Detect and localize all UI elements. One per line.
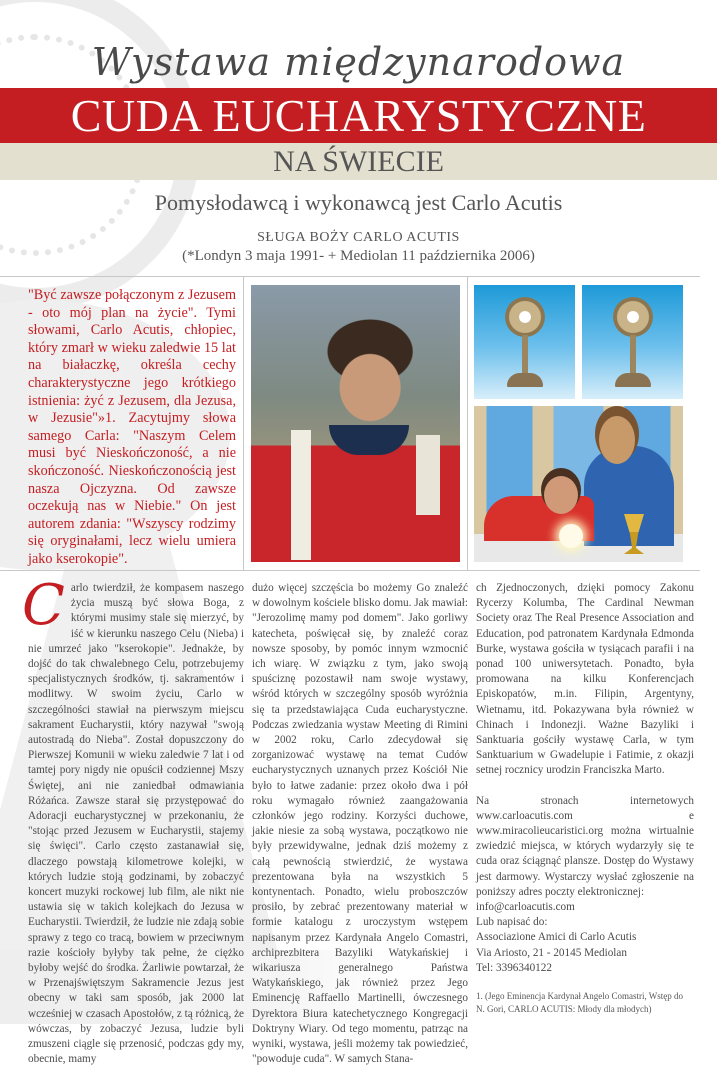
painting-image [474,406,683,562]
article-column-2 [252,581,468,1068]
jesus-head [599,416,635,464]
subtitle-band [0,143,717,180]
backpack-strap-right [416,435,440,515]
drop-cap: C [22,573,65,638]
article-text: Na stronach internetowych www.carloacutis.com e www.miracolieucaristici.org można wirtualnie zwiedzić miejsca, w których wydarzyły się te cuda oraz ściągnąć plansze. Dostęp do Wystawy jest darmowy. Wystarczy wysłać zgłoszenie na poniższy adres poczty elektronicznej: [476,794,694,898]
portrait-photo [251,285,460,562]
title-band [0,88,717,143]
divider-vertical-right [467,276,468,570]
eucharist-host-icon [559,524,583,548]
divider-vertical-left [243,276,244,570]
monstrance-photo-2 [582,285,683,399]
contact-address: Via Ariosto, 21 - 20145 Mediolan [476,946,627,959]
contact-phone: Tel: 3396340122 [476,961,552,974]
servant-line: SŁUGA BOŻY CARLO ACUTIS [257,230,460,245]
intro-quote: "Być zawsze połączonym z Jezusem - oto mój plan na życie". Tymi słowami, Carlo Acutis, chłopiec, który zmarł w wieku zaledwie 15 lat na białaczkę, określa cechy charakterystyczne jego krótkiego istnienia: żyć z Jezusem, dla Jezusa, w Jezusie"»1. Zacytujmy słowa samego Carla: "Naszym Celem musi być Nieskończoność, a nie skończoność. Nieskończonością jest nasza Ojczyzna. Od zawsze oczekują nas w Niebie." On jest autorem zdania: "Wszyscy rodzimy się oryginałami, lecz wielu umiera jako kserokopie". [28,287,236,567]
footnote: 1. (Jego Eminencja Kardynał Angelo Comastri, Wstęp do N. Gori, CARLO ACUTIS: Młody dla młodych) [476,991,684,1015]
monstrance-photo-1 [474,285,575,399]
boy-head [544,476,578,514]
article-text: ch Zjednoczonych, dzięki pomocy Zakonu Rycerzy Kolumba, The Cardinal Newman Society oraz The Real Presence Association and Education, pod patronatem Kardynała Edmonda Burke, wystawa gościła w tysiącach parafii i na ponad 100 uniwersytetach. Ponadto, była promowana na kilku Konferencjach Episkopatów, m.in. Filipin, Argentyny, Wietnamu, itd. Pokazywana była również w Chinach i Indonezji. Ważne Bazyliki i Sanktuaria gościły wystawę Carla, w tym Sanktuarium w Gwadelupie i Fatimie, z okazji setnej rocznicy urodzin Franciszka Marto. [476,582,694,777]
article-column-3 [476,581,694,1016]
contact-org: Associazione Amici di Carlo Acutis [476,931,637,944]
dates-line: (*Londyn 3 maja 1991- + Mediolan 11 października 2006) [182,248,535,264]
jesus-figure [584,446,674,546]
shirt-collar [329,425,409,455]
divider-bottom [0,570,700,571]
divider-top [0,276,700,277]
article-text: arlo twierdził, że kompasem naszego życia muszą być słowa Boga, z którymi musimy stale się mierzyć, by iść w kierunku naszego Celu (Nieba) i nie umrzeć jako "kserokopie". Jednakże, by dojść do tak chwalebnego Celu, potrzebujemy specjalistycznych środków, tj. sakramentów i modlitwy. W swoim życiu, Carlo w szczególności stawiał na pierwszym miejscu sakrament Eucharystii, który nazywał "swoją autostradą do Nieba". Został dopuszczony do Pierwszej Komunii w wieku zaledwie 7 lat i od tamtej pory nigdy nie opuścił codziennej Mszy Świętej, ani nie zaniedbał odmawiania Różańca. Zawsze starał się przystępować do Adoracji eucharystycznej w przekonaniu, że "stojąc przed Jezusem w Eucharystii, stajemy się święci". Carlo często zastanawiał się, dlaczego powstają kilometrowe kolejki, w których ludzie stoją godzinami, by zobaczyć koncert muzyki rockowej lub film, ale nikt nie ustawia się w takich kolejkach do Jezusa w Eucharystii. Twierdził, że ludzie nie zdają sobie sprawy z tego co tracą, bowiem w przeciwnym razie kościoły byłyby tak pełne, że ciężko byłoby wejść do środka. Żarliwie powtarzał, że w Przenajświętszym Sakramencie Jezus jest obecny w taki sam sposób, jak 2000 lat wcześniej w czasach Apostołów, z tą różnicą, że wówczas, by zobaczyć Jezusa, ludzie byli zmuszeni ciągle się przenosić, podczas gdy my, obecnie, mamy [28,582,244,1066]
contact-email[interactable]: info@carloacutis.com [476,901,575,914]
contact-write-to: Lub napisać do: [476,916,548,929]
contact-block [476,900,694,976]
sub-band-title: NA ŚWIECIE [273,145,444,178]
subtitle: Pomysłodawcą i wykonawcą jest Carlo Acutis [154,190,563,215]
article-column-1 [22,573,244,1068]
main-title: CUDA EUCHARYSTYCZNE [70,90,647,141]
article-text: dużo więcej szczęścia bo możemy Go znaleźć w dowolnym kościele blisko domu. Jak mawiał: "Jerozolimę mamy pod domem". Jako gorliwy katecheta, poświęcał się, by znaleźć coraz nowsze sposoby, by pomóc innym wzmocnić ich wiarę. W związku z tym, jako swoją spuściznę pozostawił nam swoje wystawy, wśród których w szczególny sposób wyróżnia się ta przedstawiająca Cuda eucharystyczne. Podczas zwiedzania wystaw Meeting di Rimini w 2002 roku, Carlo zdecydował się zorganizować wystawę na temat Cudów eucharystycznych uznanych przez Kościół Nie było to łatwe zadanie: przez około dwa i pół roku wymagało również zaangażowania członków jego rodziny. Korzyści duchowe, jakie niesie za sobą wystawa, początkowo nie były przewidywalne, jednak dziś możemy z całą pewnością stwierdzić, że wystawa prezentowana była na wszystkich 5 kontynentach. Ponadto, wielu proboszczów prosiło, by zebrać prezentowany materiał w formie katalogu z uroczystym wstępem napisanym przez Kardynała Angelo Comastri, archiprezbitera Bazyliki Watykańskiej i wikariusza generalnego Państwa Watykańskiego, jak również przez Jego Eminencję Raffaello Martinelli, ówczesnego Dyrektora Biura katechetycznego Kongregacji Doktryny Wiary. Od tego momentu, patrząc na wyniki, wystawa, jeśli możemy tak powiedzieć, "powoduje cuda". W samych Stana- [252,582,468,1066]
backpack-strap-left [291,430,311,560]
script-title: Wystawa międzynarodowa [91,40,626,84]
